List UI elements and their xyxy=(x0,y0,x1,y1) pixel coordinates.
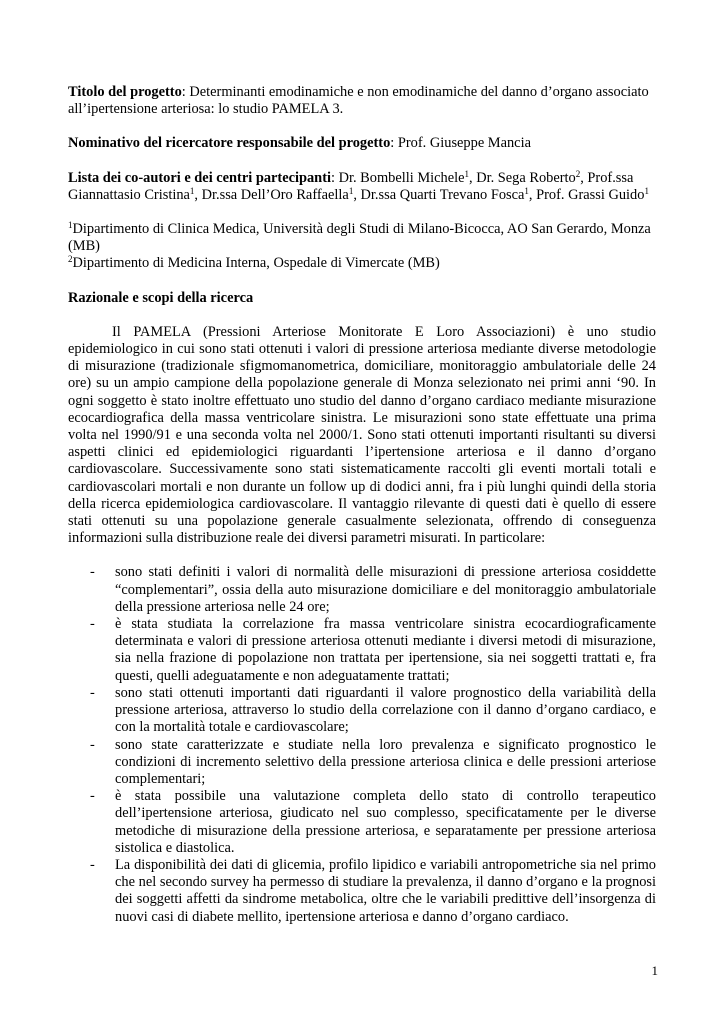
coauthors-list xyxy=(68,170,656,204)
list-item: - sono stati definiti i valori di normalità delle misurazioni di pressione arteriosa cosiddette “complementari”, ossia della auto misurazione domiciliare e del monitoraggio ambulatoriale della pressione arteriosa nelle 24 ore; xyxy=(90,564,656,615)
coauthor: Dr.ssa Quarti Trevano Fosca$^1$, xyxy=(356,185,533,203)
section-heading: Razionale e scopi della ricerca xyxy=(68,289,254,306)
project-title xyxy=(68,84,656,118)
bullet-list xyxy=(68,564,656,925)
body-paragraph-text: Il PAMELA (Pressioni Arteriose Monitorate E Loro Associazioni) è uno studio epidemiologico in cui sono stati ottenuti i valori di pressione arteriosa mediante diverse metodologie di misurazione (tradizionale sfigmomanometrica, domiciliare, monitoraggio ambulatoriale delle 24 ore) su un ampio campione della popolazione generale di Monza selezionato nei primi anni ‘90. In ogni soggetto è stato inoltre effettuato uno studio del danno d’organo cardiaco mediante misurazione ecocardiografica della massa ventricolare sinistra. Le misurazioni sono state effettuate una prima volta nel 1990/91 e una seconda volta nel 2000/1. Sono stati ottenuti importanti risultanti su diversi aspetti clinici ed epidemiologici riguardanti l’ipertensione arteriosa e il danno d’organo cardiovascolare. Successivamente sono stati sistematicamente raccolti gli eventi mortali totali e cardiovascolari mortali e non durante un follow up di dodici anni, fra i più lunghi quindi della storia della ricerca epidemiologica cardiovascolare. Il vantaggio rilevante di questi dati è quello di essere stati ottenuti su una popolazione generale casualmente selezionata, offrendo di conseguenza informazioni sulla distribuzione reale dei diversi parametri misurati. In particolare: xyxy=(68,323,656,547)
list-item: - è stata studiata la correlazione fra massa ventricolare sinistra ecocardiograficamente determinata e valori di pressione arteriosa ottenuti mediante i diversi metodi di misurazione, sia nella frazione di popolazione non trattata per ipertensione, sia nei soggetti trattati e, fra questi, quelli adeguatamente e non adeguatamente trattati; xyxy=(90,616,656,684)
coauthor: Dr. Sega Roberto$^2$, xyxy=(472,168,584,186)
body-paragraph xyxy=(68,324,656,548)
coauthor: Prof.ssa Giannattasio Cristina$^1$, xyxy=(68,169,634,203)
list-item: - sono stati ottenuti importanti dati riguardanti il valore prognostico della variabilità della pressione arteriosa, attraverso lo studio della correlazione con il danno d’organo cardiaco, e con la mortalità totale e cardiovascolare; xyxy=(90,684,656,736)
affiliations xyxy=(68,221,656,273)
page-number: 1 xyxy=(651,963,658,978)
affiliation: $^2$Dipartimento di Medicina Interna, Ospedale di Vimercate (MB) xyxy=(68,254,440,272)
coauthors-label: Lista dei co-autori e dei centri partecipanti xyxy=(68,169,331,186)
project-title-label: Titolo del progetto xyxy=(68,84,182,100)
project-title-text: : Determinanti emodinamiche e non emodinamiche del danno d’organo associato all’ipertensione arteriosa: lo studio PAMELA 3. xyxy=(68,84,649,118)
list-item: - La disponibilità dei dati di glicemia, profilo lipidico e variabili antropometriche sia nel primo che nel secondo survey ha permesso di studiare la prevalenza, il danno d’organo e la prognosi dei soggetti affetti da sindrome metabolica, oltre che le variabili predittive dell’insorgenza di nuovi casi di diabete mellito, ipertensione arteriosa e danno d’organo cardiaco. xyxy=(90,856,656,925)
coauthor: Dr. Bombelli Michele$^1$, xyxy=(334,168,473,186)
responsible-label: Nominativo del ricercatore responsabile del progetto xyxy=(68,135,391,152)
coauthor: Dr.ssa Dell’Oro Raffaella$^1$, xyxy=(198,185,357,203)
responsible-text: : Prof. Giuseppe Mancia xyxy=(390,135,531,152)
list-item: - è stata possibile una valutazione completa dello stato di controllo terapeutico dell’ipertensione arteriosa, giudicato nel suo complesso, specificatamente per le diverse metodiche di misurazione della pressione arteriosa, e separatamente per pressione arteriosa sistolica e diastolica. xyxy=(90,788,656,856)
list-item: - sono state caratterizzate e studiate nella loro prevalenza e significato prognostico le condizioni di incremento selettivo della pressione arteriosa clinica e delle pressioni arteriose complementari; xyxy=(90,736,656,787)
affiliation: $^1$Dipartimento di Clinica Medica, Università degli Studi di Milano-Bicocca, AO San Gerardo, Monza (MB) xyxy=(68,220,651,255)
coauthor: Prof. Grassi Guido$^1$ xyxy=(532,185,649,203)
coauthors-sep: : xyxy=(330,169,335,186)
responsible-researcher xyxy=(68,135,656,152)
